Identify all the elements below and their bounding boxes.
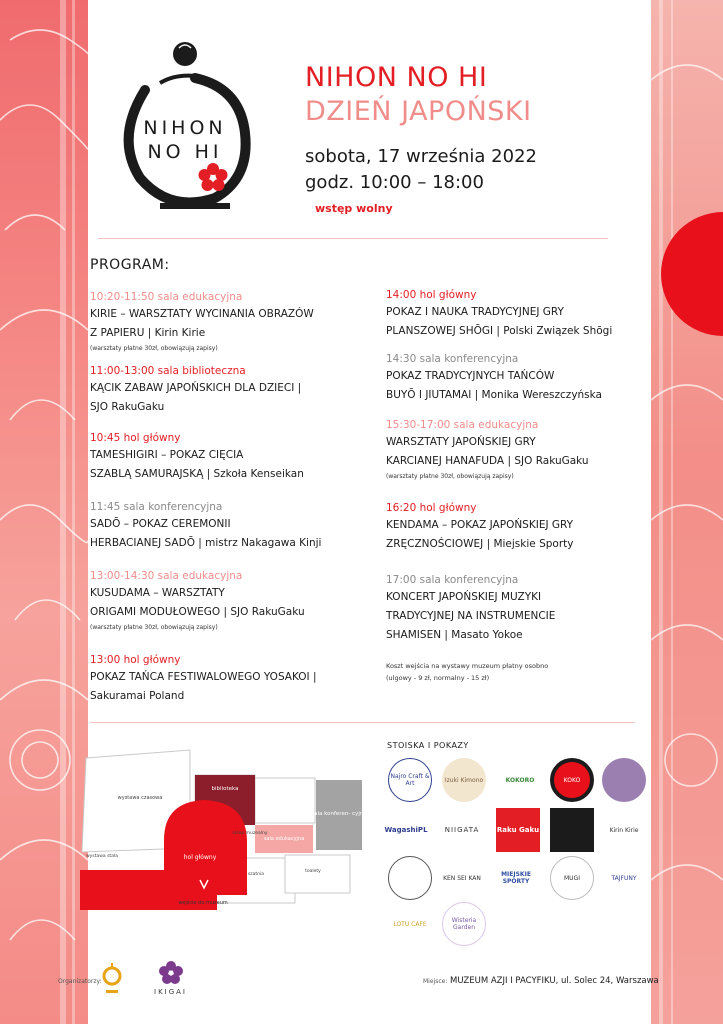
partner-logo-mugi: MUGI [550,856,594,900]
partner-logo-miejskie-sporty: MIEJSKIE SPORTY [501,871,531,885]
event-title-line: POKAZ TAŃCA FESTIWALOWEGO YOSAKOI | [90,671,317,683]
program-item [90,364,365,417]
logo-text-line2: NO HI [147,141,223,163]
partner-logo-niigata: NIIGATA [444,825,480,834]
partner-logo-izuki: Izuki Kimono [442,758,486,802]
wave-pattern [0,0,88,1024]
map-label-shop: sklep muzealny [232,831,268,836]
program-item [386,501,661,554]
nihon-no-hi-logo [115,38,255,218]
program-item [90,290,365,354]
event-title-line: BUYŌ I JIUTAMAI | Monika Wereszczyńska [386,389,602,401]
wave-pattern-right [651,0,723,1024]
museum-floor-map [80,740,370,918]
event-title-line: KENDAMA – POKAZ JAPOŃSKIEJ GRY [386,519,574,531]
partner-logo-wisteria: Wisteria Garden [442,902,486,946]
event-note: (warsztaty płatne 30zł, obowiązują zapisy) [90,624,218,631]
organizers-label: Organizatorzy: [58,978,102,985]
map-label-toilets: toalety [305,869,321,874]
event-title-line: KĄCIK ZABAW JAPOŃSKICH DLA DZIECI | [90,382,302,394]
partner-logo-wagashipl: WagashiPL [384,825,428,834]
event-title-line: KIRIE – WARSZTATY WYCINANIA OBRAZÓW [90,308,314,320]
program-item [386,352,661,405]
event-title-line: SJO RakuGaku [90,401,165,413]
partner-logo-ken-sei-kan: KEN SEI KAN [443,874,481,882]
event-time-place: 17:00 sala konferencyjna [386,574,519,586]
program-heading: PROGRAM: [90,257,170,273]
partner-logo-sakura-black [550,808,594,852]
place-label: Miejsce: [423,978,448,985]
event-time-place: 10:45 hol główny [90,432,181,444]
partner-logo-kokoro: KOKORO [505,776,535,784]
event-time-place: 11:45 sala konferencyjna [90,501,223,513]
event-time-place: 13:00 hol główny [90,654,181,666]
event-title-line: SZABLĄ SAMURAJSKĄ | Szkoła Kenseikan [90,468,304,480]
program-item [90,431,365,484]
museum-sun-logo-icon [100,962,124,998]
event-title-line: Z PAPIERU | Kirin Kirie [90,327,206,339]
partner-logo-kirin-kirie: Kirin Kirie [609,826,639,834]
event-note: (warsztaty płatne 30zł, obowiązują zapisy) [386,473,514,480]
sakura-icon [199,163,228,191]
event-title: NIHON NO HI [305,62,488,93]
program-item [386,418,661,482]
map-label-cloakroom: szatnia [247,872,265,877]
partner-logo-najro: Najro Craft & Art [388,758,432,802]
floor-plan [80,740,370,918]
decorative-band-left [0,0,88,1024]
map-label-library: biblioteka [211,786,239,792]
program-item [90,569,365,633]
event-date: sobota, 17 września 2022 [305,146,537,167]
partner-logo-red-circle: KOKO [550,758,594,802]
partner-logo-purple-emblem [602,758,646,802]
map-label-temporary-exhibition: wystawa czasowa [117,795,163,801]
partners-heading: STOISKA I POKAZY [387,741,469,750]
event-title-line: ORIGAMI MODUŁOWEGO | SJO RakuGaku [90,606,305,618]
divider-bottom [90,722,635,723]
event-note: (warsztaty płatne 30zł, obowiązują zapisy) [90,345,218,352]
divider-top [98,238,608,239]
map-label-permanent-exhibition: wystawa stała [86,854,118,859]
partner-logo-sakuramai [498,902,542,946]
event-title-line: SHAMISEN | Masato Yokoe [386,629,523,641]
partner-logo-tea [388,856,432,900]
decorative-band-right [651,0,723,1024]
partner-logo-grid [384,756,644,946]
event-subtitle: DZIEŃ JAPOŃSKI [305,96,532,127]
event-title-line: ZRĘCZNOŚCIOWEJ | Miejskie Sporty [386,538,574,550]
event-title-line: TRADYCYJNEJ NA INSTRUMENCIE [386,610,556,622]
program-item [386,288,661,341]
map-label-conference-room: sala konferen- cyjna [311,811,367,817]
event-time-place: 13:00-14:30 sala edukacyjna [90,570,243,582]
event-time-place: 10:20-11:50 sala edukacyjna [90,291,243,303]
museum-price-note-line1: Koszt wejścia na wystawy muzeum płatny osobno [386,662,549,670]
event-time-place: 14:30 sala konferencyjna [386,353,519,365]
ikigai-flower-icon [158,960,184,986]
event-title-line: POKAZ I NAUKA TRADYCYJNEJ GRY [386,306,564,318]
partner-logo-rakugaku: Raku Gaku [496,808,540,852]
museum-price-note [386,660,548,684]
event-title-line: KUSUDAMA – WARSZTATY [90,587,225,599]
event-title-line: SADŌ – POKAZ CEREMONII [90,518,231,530]
event-title-line: WARSZTATY JAPOŃSKIEJ GRY [386,436,536,448]
ikigai-label: IKIGAI [154,988,187,996]
event-title-line: PLANSZOWEJ SHŌGI | Polski Związek Shōgi [386,325,613,337]
partner-logo-tajfuny: TAJFUNY [611,874,637,882]
event-time-place: 15:30-17:00 sala edukacyjna [386,419,539,431]
event-time-place: 14:00 hol główny [386,289,477,301]
program-item [386,573,661,645]
event-title-line: HERBACIANEJ SADŌ | mistrz Nakagawa Kinji [90,537,322,549]
event-title-line: Sakuramai Poland [90,690,185,702]
event-title-line: KARCIANEJ HANAFUDA | SJO RakuGaku [386,455,589,467]
map-label-main-hall: hol główny [183,854,217,861]
event-time-place: 11:00-13:00 sala biblioteczna [90,365,246,377]
venue-address: MUZEUM AZJI I PACYFIKU, ul. Solec 24, Warszawa [450,976,659,986]
admission-free: wstęp wolny [315,202,393,215]
event-title-line: TAMESHIGIRI – POKAZ CIĘCIA [90,449,244,461]
event-title-line: KONCERT JAPOŃSKIEJ MUZYKI [386,591,542,603]
map-label-entrance: wejście do muzeum [178,900,228,906]
program-item [90,653,365,706]
event-title-line: POKAZ TRADYCYJNYCH TAŃCÓW [386,370,555,382]
program-item [90,500,365,553]
event-hours: godz. 10:00 – 18:00 [305,172,484,193]
map-label-education-room: sala edukacyjna [263,836,305,842]
museum-price-note-line2: (ulgowy - 9 zł, normalny - 15 zł) [386,674,490,682]
logo-text-line1: NIHON [143,117,227,139]
partner-logo-lotu-cafe: LOTU CAFE [393,920,427,928]
event-time-place: 16:20 hol główny [386,502,477,514]
